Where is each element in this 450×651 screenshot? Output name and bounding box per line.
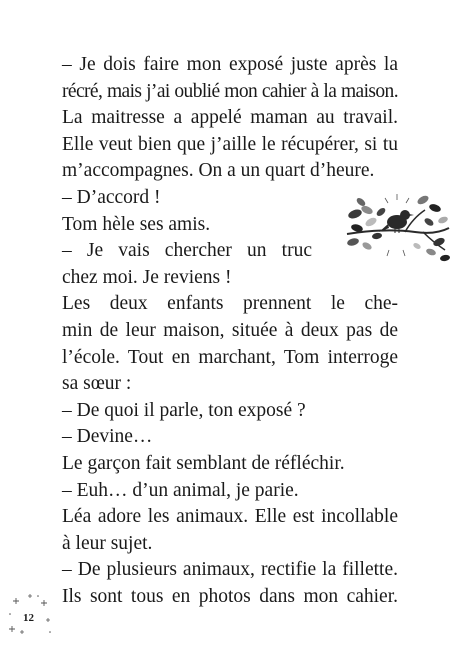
text-line: chez moi. Je reviens !	[62, 266, 232, 288]
text-line: – Euh… d’un animal, je parie.	[62, 479, 299, 501]
text-line: – Devine…	[62, 426, 153, 448]
text-line: La maitresse a appelé maman au travail.	[62, 107, 398, 129]
text-line: sa sœur :	[62, 373, 132, 395]
text-line: min de leur maison, située à deux pas de	[62, 319, 398, 341]
text-line: récré, mais j’ai oublié mon cahier à la maison.	[62, 80, 398, 102]
text-line: – De quoi il parle, ton exposé ?	[62, 399, 306, 421]
text-line: l’école. Tout en marchant, Tom interroge	[62, 346, 398, 368]
text-line: – D’accord !	[62, 186, 161, 208]
story-text	[62, 52, 398, 610]
text-line: Le garçon fait semblant de réfléchir.	[62, 452, 345, 474]
text-line: Léa adore les animaux. Elle est incollable	[62, 506, 398, 528]
page-number: 12	[23, 612, 34, 624]
text-line: – Je dois faire mon exposé juste après la	[62, 54, 398, 75]
text-line: – De plusieurs animaux, rectifie la fillette.	[62, 559, 398, 581]
bird-branch-icon	[345, 188, 450, 268]
text-line: Tom hèle ses amis.	[62, 213, 211, 235]
text-line: à leur sujet.	[62, 532, 153, 554]
text-line: Les deux enfants prennent le che-	[62, 293, 398, 315]
text-line: Ils sont tous en photos dans mon cahier.	[62, 585, 398, 607]
text-line: Elle veut bien que j’aille le récupérer, si tu	[62, 133, 398, 155]
text-line: – Je vais chercher un truc	[62, 240, 312, 262]
text-line: m’accompagnes. On a un quart d’heure.	[62, 160, 375, 182]
